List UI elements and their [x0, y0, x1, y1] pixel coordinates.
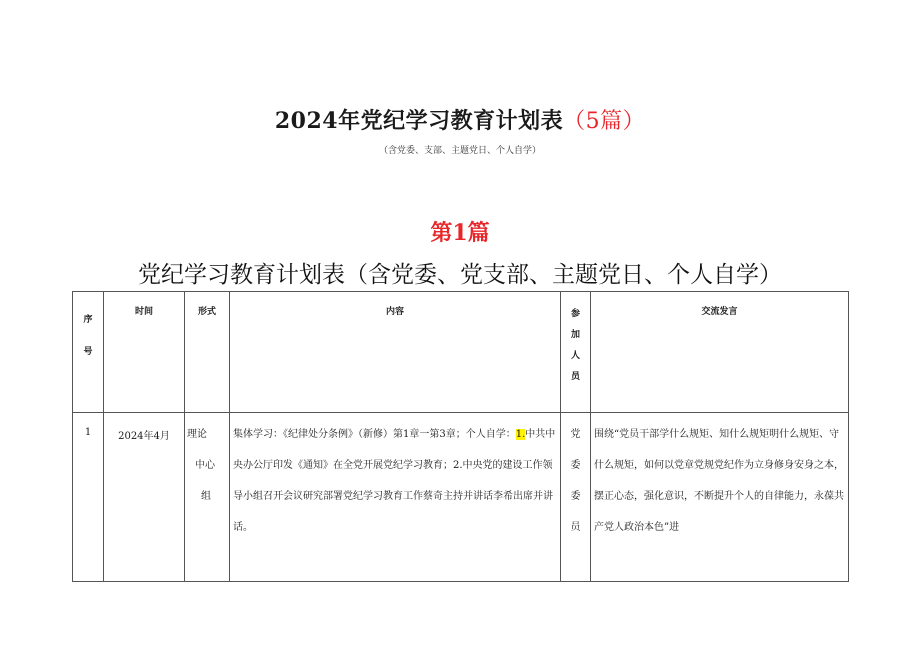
- row-form-line2: 中心: [195, 460, 215, 471]
- header-time: [104, 292, 185, 413]
- header-speech: [591, 292, 849, 413]
- header-num: [73, 292, 104, 413]
- header-content-label: 内容: [385, 307, 404, 317]
- row-speech-text: 围绕“党员干部学什么规矩、知什么规矩明什么规矩、守什么规矩，如何以党章党规党纪作为立身修身安身之本，摆正心态，强化意识，不断提升个人的自律能力，永葆共产党人政治本色”进: [594, 429, 844, 533]
- document-title-text: 2024年党纪学习教育计划表: [274, 108, 564, 134]
- header-people: [561, 292, 591, 413]
- row-form-line1: 理论: [187, 429, 207, 440]
- table-header-row: [73, 292, 849, 413]
- header-time-label: 时间: [134, 307, 153, 317]
- part-title: 第1篇: [430, 220, 490, 246]
- row-people-text: 党委委员: [570, 429, 581, 533]
- row-content-post: 中共中央办公厅印发《通知》在全党开展党纪学习教育；2.中央党的建设工作领导小组召开会议研究部署党纪学习教育工作蔡奇主持并讲话李希出席并讲话。: [233, 429, 556, 533]
- document-subtitle: （含党委、支部、主题党日、个人自学）: [378, 146, 541, 156]
- plan-table: [72, 291, 849, 582]
- plan-title: 党纪学习教育计划表（含党委、党支部、主题党日、个人自学）: [138, 262, 782, 288]
- table-row: [73, 413, 849, 582]
- row-content-highlight: 1.: [515, 429, 526, 440]
- header-people-label: 参加人员: [570, 309, 580, 382]
- row-form: [185, 413, 230, 582]
- header-speech-label: 交流发言: [701, 307, 738, 317]
- header-content: [230, 292, 561, 413]
- header-num-label: 序号: [83, 315, 93, 357]
- row-content-pre: 集体学习：《纪律处分条例》（新修）第1章一第3章；个人自学：: [233, 429, 516, 440]
- document-title: [0, 104, 920, 135]
- row-form-line3: 组: [201, 491, 211, 502]
- header-form-label: 形式: [197, 307, 216, 317]
- row-num: 1: [73, 413, 104, 582]
- row-content: [230, 413, 561, 582]
- row-people: [561, 413, 591, 582]
- row-speech: [591, 413, 849, 582]
- row-time: 2024年4月: [104, 413, 185, 582]
- header-form: [185, 292, 230, 413]
- document-title-count: （5篇）: [563, 109, 646, 134]
